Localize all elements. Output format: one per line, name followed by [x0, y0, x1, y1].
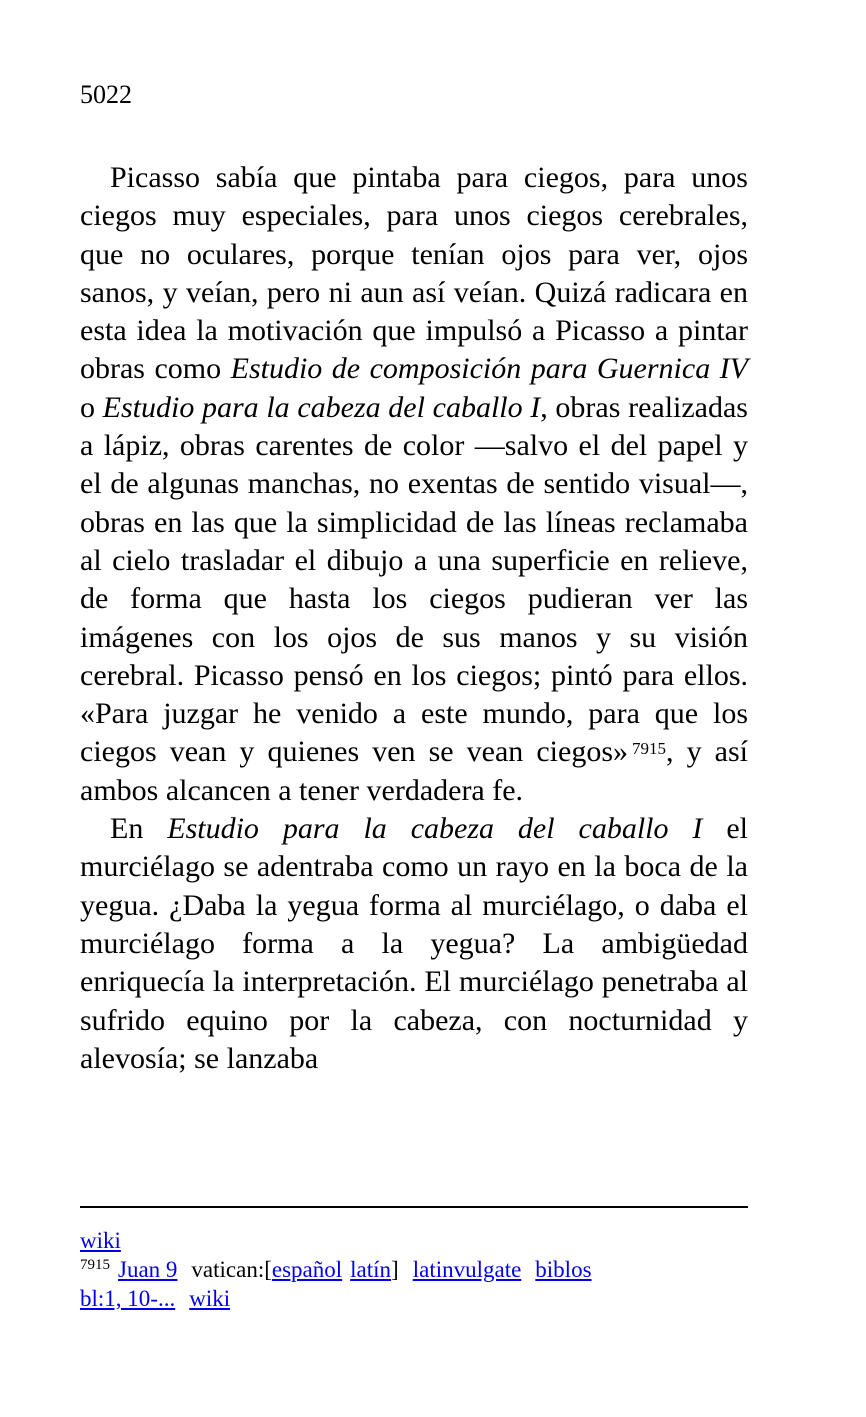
prev-wiki-link[interactable]: wiki [80, 1228, 121, 1253]
p1-title-guernica-study: Estudio de composición para Guernica IV [230, 352, 749, 386]
p2-text-1: En [110, 812, 168, 846]
footnote-number: 7915 [80, 1257, 110, 1273]
footnotes [80, 1226, 760, 1313]
wiki-link[interactable]: wiki [189, 1286, 231, 1311]
footnote-reference: 7915 [632, 739, 667, 759]
paragraph-2 [80, 810, 748, 1078]
p1-title-horse-head-study: Estudio para la cabeza del caballo I [102, 390, 541, 424]
p1-text-1: Picasso sabía que pintaba para ciegos, para unos ciegos muy especiales, para unos ciegos cerebrales, que no oculares, porque tenían ojos para ver, ojos sanos, y veían, pero ni aun así veían. Quizá radicara en esta idea la motivación que impulsó a Picasso a pintar obras como [80, 161, 748, 386]
footnote-line-prev [80, 1226, 760, 1255]
bl-link[interactable]: bl:1, 10-... [80, 1286, 176, 1311]
p2-title-horse-head-study: Estudio para la cabeza del caballo I [167, 812, 703, 846]
body-text [80, 159, 748, 1078]
latin-link[interactable]: latín [350, 1257, 392, 1282]
latinvulgate-link[interactable]: latinvulgate [412, 1257, 522, 1282]
biblos-link[interactable]: biblos [535, 1257, 592, 1282]
p1-text-4: , y así ambos alcancen a tener verdadera fe. [80, 735, 748, 807]
footnote-line-main [80, 1255, 760, 1284]
p2-text-2: el murciélago se adentraba como un rayo en la boca de la yegua. ¿Daba la yegua forma al murciélago, o daba el murciélago forma a la yegua? La ambigüedad enriquecía la interpretación. El murciélago penetraba al sufrido equino por la cabeza, con nocturnidad y alevosía; se lanzaba [80, 812, 748, 1075]
vatican-prefix: vatican:[ [191, 1257, 272, 1282]
juan-link[interactable]: Juan 9 [118, 1257, 178, 1282]
p1-text-3: , obras realizadas a lápiz, obras carentes de color —salvo el del papel y el de algunas manchas, no exentas de sentido visual—, obras en las que la simplicidad de las líneas reclamaba al cielo trasladar el dibujo a una superficie en relieve, de forma que hasta los ciegos pudieran ver las imágenes con los ojos de sus manos y su visión cerebral. Picasso pensó en los ciegos; pintó para ellos. «Para juzgar he venido a este mundo, para que los ciegos vean y quienes ven se vean ciegos» [80, 390, 748, 769]
paragraph-1 [80, 159, 748, 810]
footnote-divider [80, 1206, 748, 1208]
vatican-suffix: ] [391, 1257, 399, 1282]
espanol-link[interactable]: español [271, 1257, 343, 1282]
footnote-line-cont [80, 1284, 760, 1313]
p1-text-2: o [80, 390, 103, 424]
page-number: 5022 [80, 80, 132, 109]
